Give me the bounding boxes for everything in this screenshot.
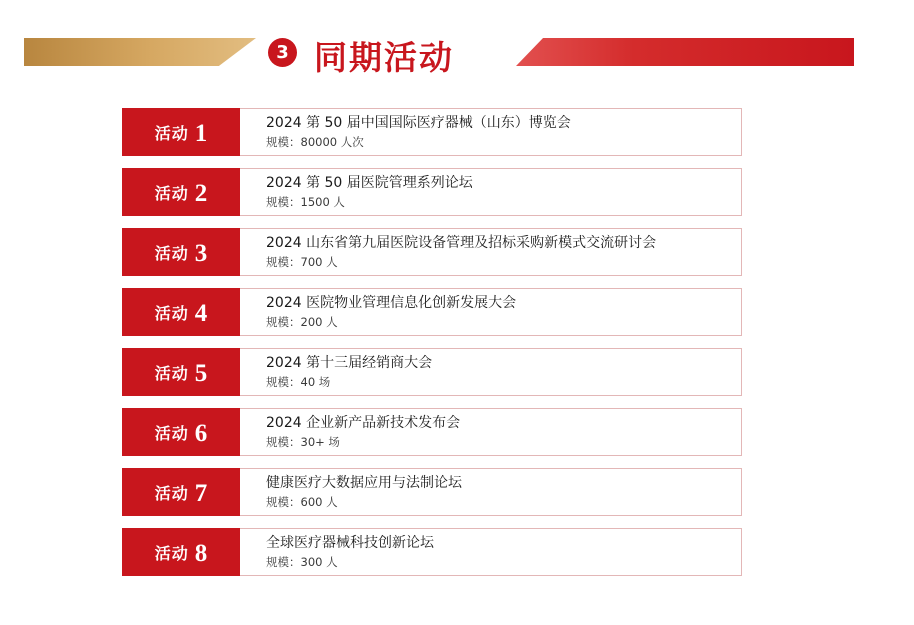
page-title: 同期活动 (314, 38, 454, 77)
activity-tag-label: 活动 (154, 243, 189, 263)
activity-tag-label: 活动 (154, 123, 189, 143)
activity-tag-label: 活动 (154, 423, 189, 443)
activity-scale: 规模：300 人 (266, 555, 338, 570)
activity-body (240, 288, 742, 336)
activity-tag-number: 8 (194, 539, 208, 567)
activity-tag-label: 活动 (154, 543, 189, 563)
activity-title: 2024 第 50 届中国国际医疗器械（山东）博览会 (266, 115, 571, 131)
activity-tag-label: 活动 (154, 363, 189, 383)
activity-tag (122, 108, 240, 156)
activity-scale: 规模：80000 人次 (266, 135, 364, 150)
header-left-decoration-bar (24, 38, 256, 66)
activity-body (240, 348, 742, 396)
section-header (0, 26, 914, 78)
list-item (122, 228, 742, 276)
list-item (122, 288, 742, 336)
activity-tag-number: 7 (194, 479, 208, 507)
activity-body (240, 168, 742, 216)
activity-tag-number: 5 (194, 359, 208, 387)
list-item (122, 108, 742, 156)
activity-tag (122, 288, 240, 336)
list-item (122, 528, 742, 576)
activity-tag-number: 6 (194, 419, 208, 447)
activity-body (240, 528, 742, 576)
activity-tag (122, 168, 240, 216)
activity-title: 2024 医院物业管理信息化创新发展大会 (266, 295, 517, 311)
activity-body (240, 468, 742, 516)
activity-tag (122, 528, 240, 576)
activity-body (240, 408, 742, 456)
activity-title: 2024 山东省第九届医院设备管理及招标采购新模式交流研讨会 (266, 235, 657, 251)
activity-title: 2024 第 50 届医院管理系列论坛 (266, 175, 473, 191)
activity-list (122, 108, 742, 588)
activity-tag (122, 408, 240, 456)
activity-tag (122, 468, 240, 516)
activity-scale: 规模：600 人 (266, 495, 338, 510)
list-item (122, 408, 742, 456)
activity-scale: 规模：30+ 场 (266, 435, 340, 450)
activity-tag-label: 活动 (154, 303, 189, 323)
activity-tag-number: 2 (194, 179, 208, 207)
activity-title: 2024 第十三届经销商大会 (266, 355, 433, 371)
list-item (122, 168, 742, 216)
header-right-decoration-bar (516, 38, 854, 66)
activity-scale: 规模：700 人 (266, 255, 338, 270)
activity-tag-number: 1 (194, 119, 208, 147)
activity-tag-number: 3 (194, 239, 208, 267)
list-item (122, 468, 742, 516)
activity-tag-label: 活动 (154, 183, 189, 203)
activity-body (240, 228, 742, 276)
activity-tag (122, 348, 240, 396)
activity-title: 2024 企业新产品新技术发布会 (266, 415, 461, 431)
activity-tag (122, 228, 240, 276)
activity-tag-number: 4 (194, 299, 208, 327)
list-item (122, 348, 742, 396)
activity-title: 健康医疗大数据应用与法制论坛 (266, 475, 462, 491)
activity-tag-label: 活动 (154, 483, 189, 503)
activity-scale: 规模：40 场 (266, 375, 331, 390)
section-number-badge: 3 (268, 38, 297, 67)
activity-scale: 规模：1500 人 (266, 195, 345, 210)
activity-scale: 规模：200 人 (266, 315, 338, 330)
activity-body (240, 108, 742, 156)
activity-title: 全球医疗器械科技创新论坛 (266, 535, 434, 551)
